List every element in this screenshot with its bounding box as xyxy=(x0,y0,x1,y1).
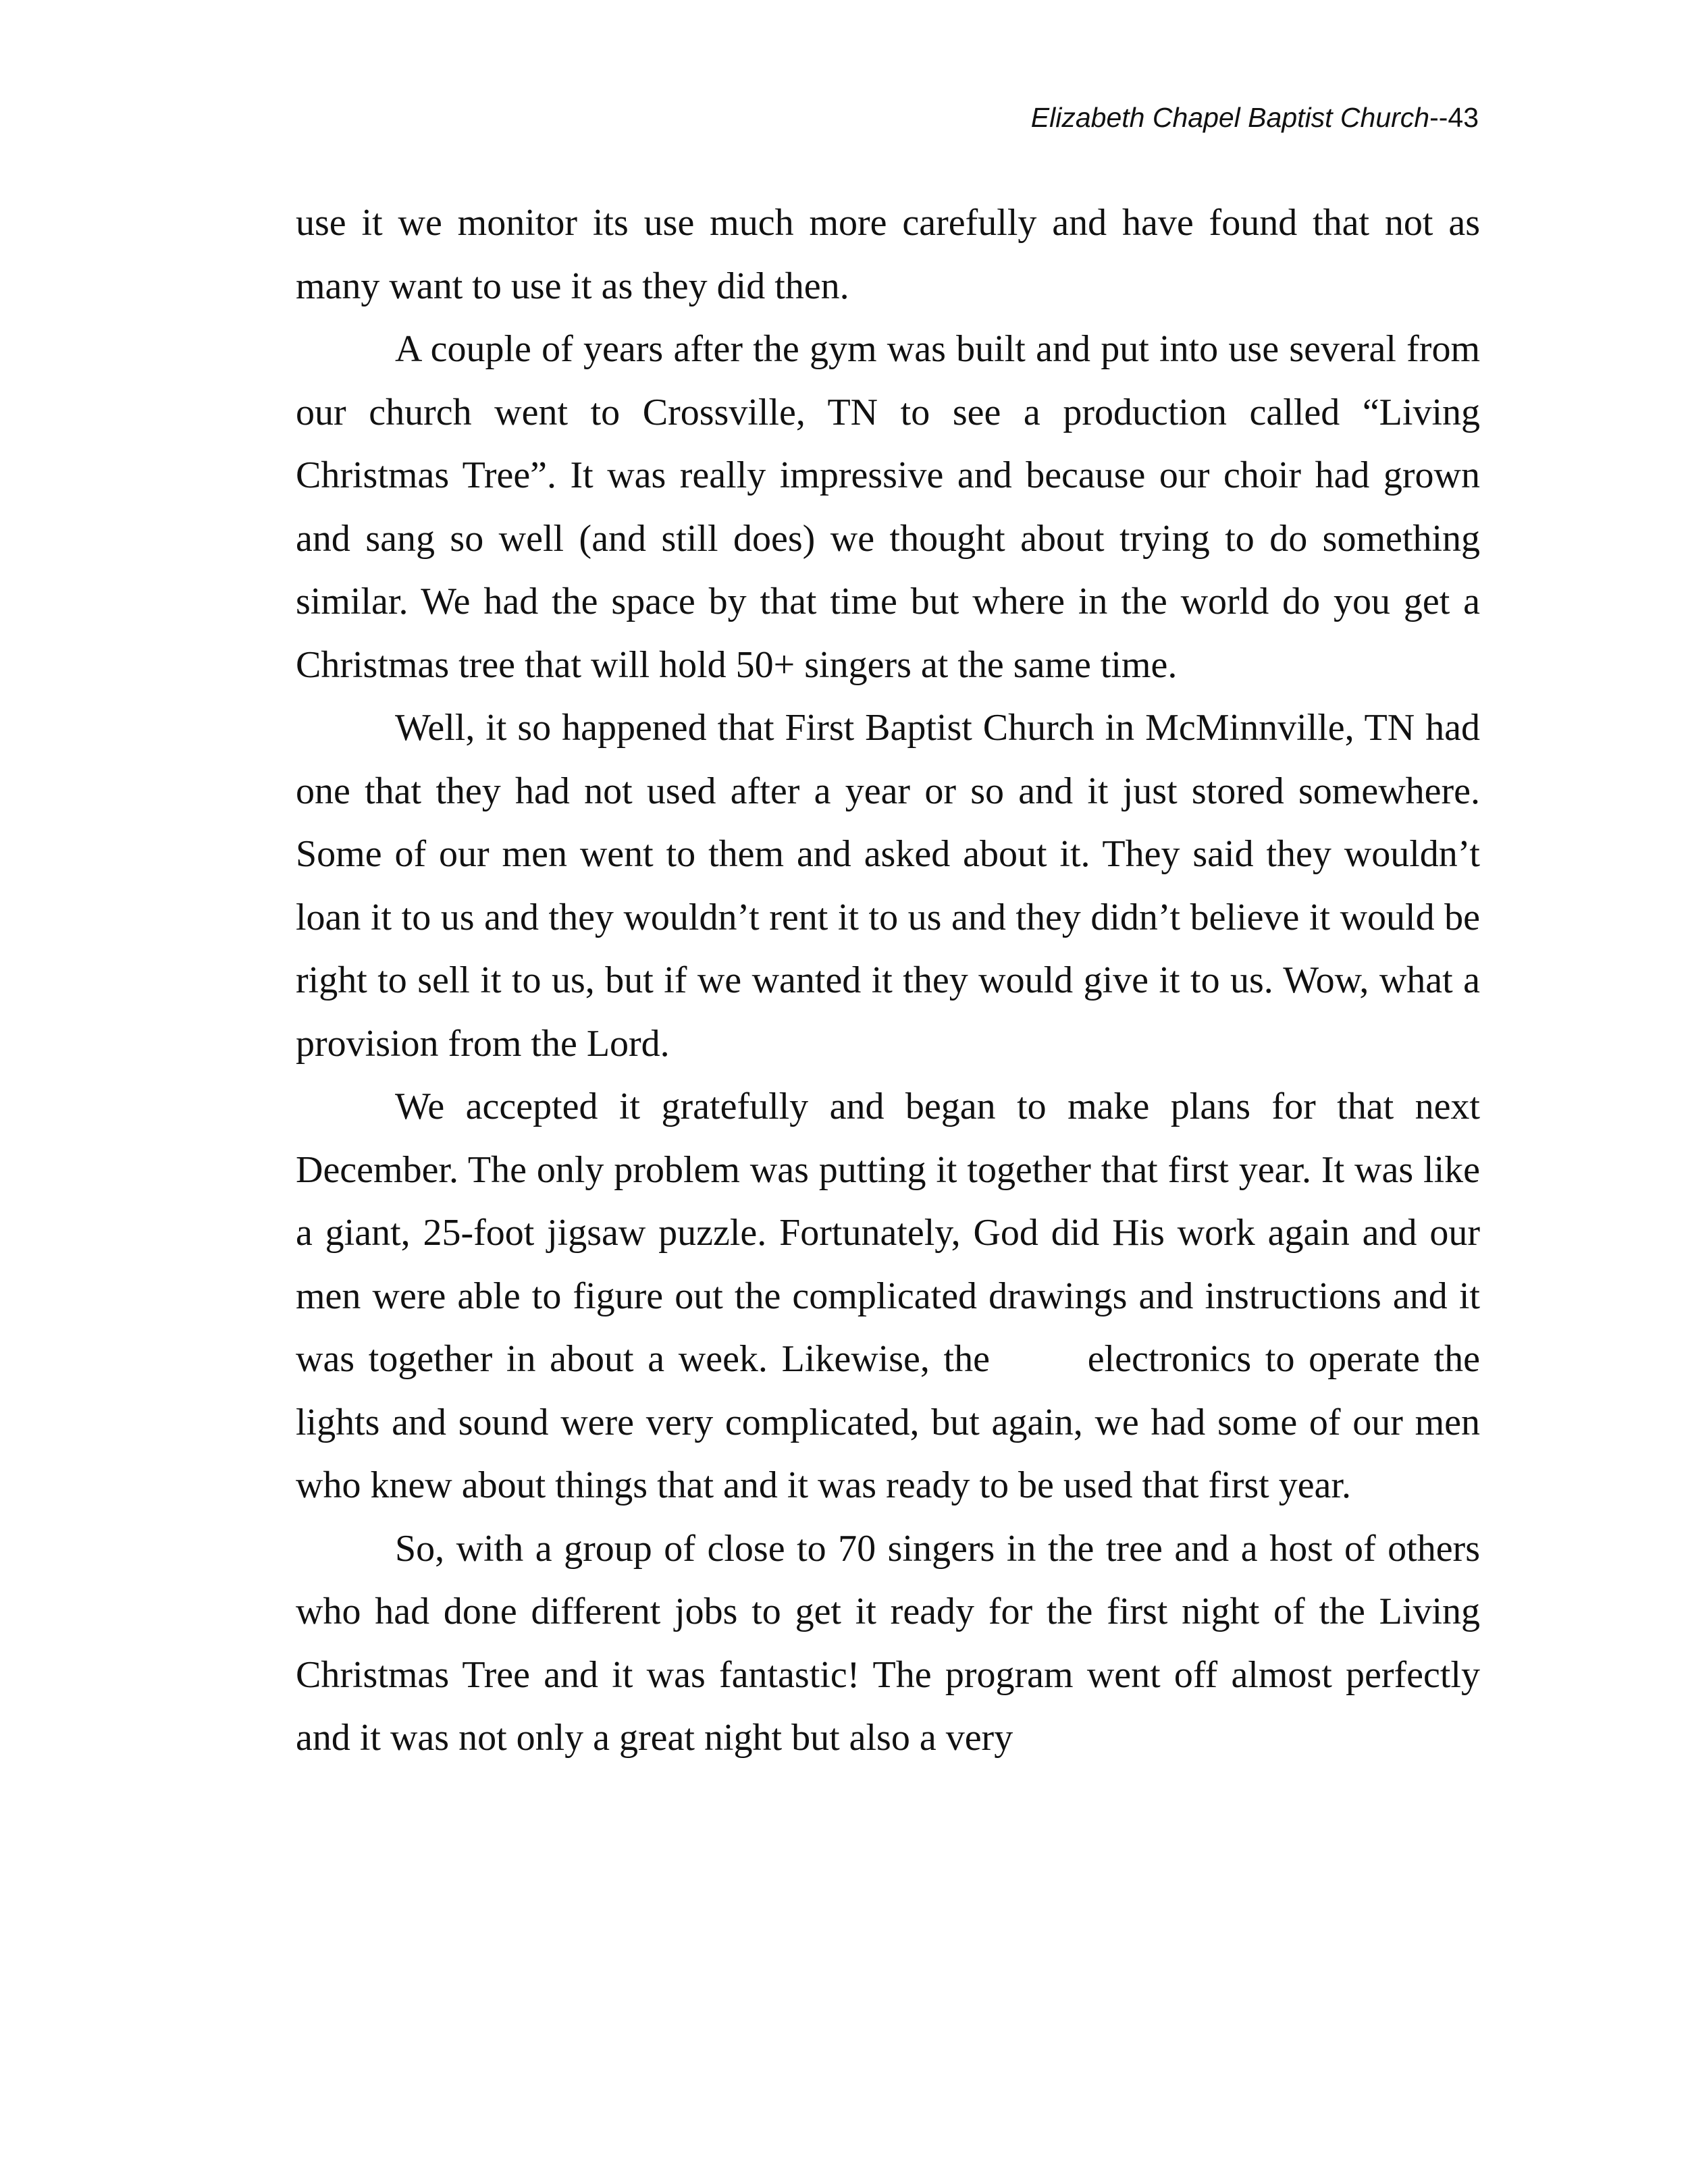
paragraph-assembly: We accepted it gratefully and began to make plans for that next December. The only problem was putting it together that first year. It was like a giant, 25-foot jigsaw puzzle. Fortunately, God did His work again and our men were able to figure out the complicated drawings and instructions and it was together in about a week. Likewise, the electronics to operate the lights and sound were very complicated, but again, we had some of our men who knew about things that and it was ready to be used that first year. xyxy=(296,1086,1480,1506)
paragraph-first-baptist-gift: Well, it so happened that First Baptist Church in McMinnville, TN had one that they had not used after a year or so and it just stored somewhere. Some of our men went to them and asked about it. They said they wouldn’t loan it to us and they wouldn’t rent it to us and they didn’t believe it would be right to sell it to us, but if we wanted it they would give it to us. Wow, what a provision from the Lord. xyxy=(296,707,1480,1065)
page-number: 43 xyxy=(1448,102,1479,133)
paragraph-first-night: So, with a group of close to 70 singers in the tree and a host of others who had done different jobs to get it ready for the first night of the Living Christmas Tree and it was fantastic! The program went off almost perfectly and it was not only a great night but also a very xyxy=(296,1527,1480,1759)
paragraph-living-christmas-tree: A couple of years after the gym was built and put into use several from our church went to Crossville, TN to see a production called “Living Christmas Tree”. It was really impressive and because our choir had grown and sang so well (and still does) we thought about trying to do something similar. We had the space by that time but where in the world do you get a Christmas tree that will hold 50+ singers at the same time. xyxy=(296,328,1480,686)
body-text xyxy=(296,192,1480,1770)
paragraph-continuation: use it we monitor its use much more carefully and have found that not as many want to use it as they did then. xyxy=(296,202,1480,307)
header-separator: -- xyxy=(1429,102,1448,133)
running-header xyxy=(297,101,1479,134)
header-church-name: Elizabeth Chapel Baptist Church xyxy=(1030,102,1430,133)
